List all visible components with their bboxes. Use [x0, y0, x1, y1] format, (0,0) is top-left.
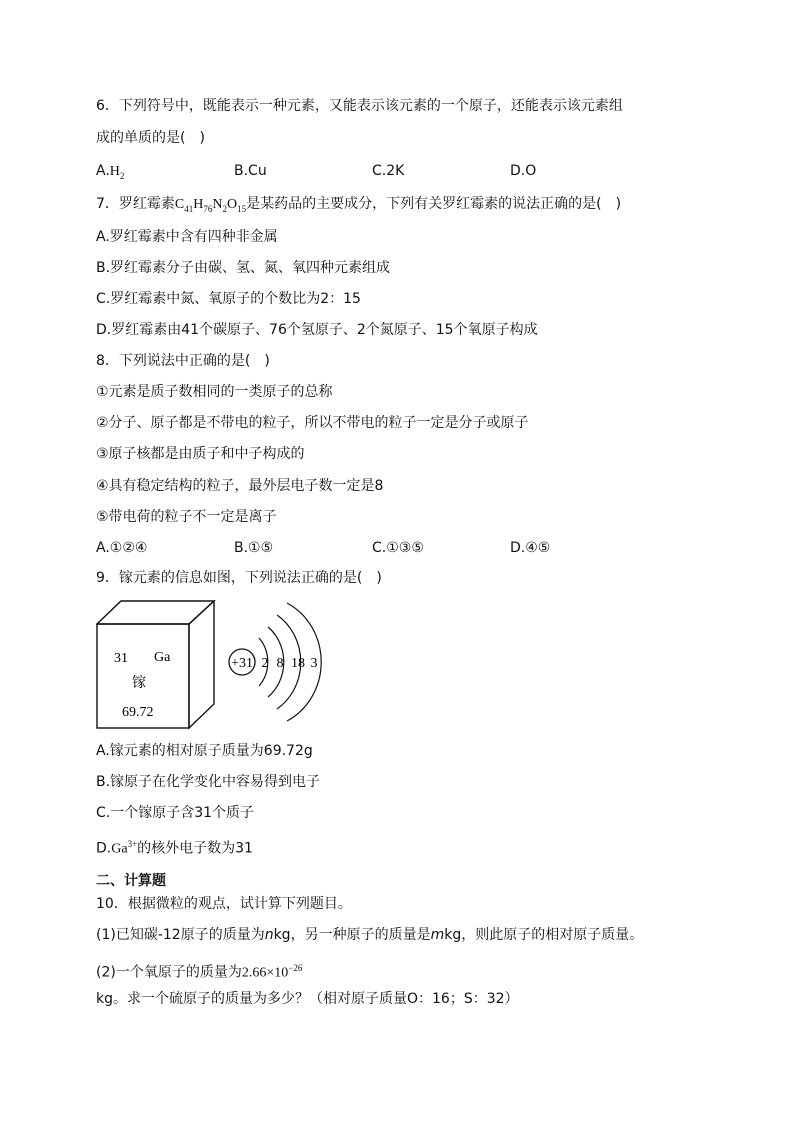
q8-option-b: B.①⑤: [234, 540, 274, 556]
q8-option-c: C.①③⑤: [372, 540, 424, 556]
gallium-element-figure: [96, 600, 336, 736]
q6-option-d: D.O: [510, 163, 537, 179]
q9-option-c: C.一个镓原子含31个质子: [96, 805, 255, 821]
atomic-mass: 69.72: [122, 705, 154, 720]
q6-option-b: B.Cu: [234, 163, 267, 179]
q8-stem: 8．下列说法中正确的是( ): [96, 353, 270, 369]
element-card-side: [189, 601, 214, 728]
q10-part-2-continued: kg。求一个硫原子的质量为多少？（相对原子质量O：16；S：32）: [96, 991, 519, 1007]
q7-option-b: B.罗红霉素分子由碳、氢、氮、氧四种元素组成: [96, 260, 391, 276]
element-name: 镓: [132, 675, 146, 691]
q8-option-d: D.④⑤: [510, 540, 551, 556]
nucleus-charge: +31: [231, 656, 253, 671]
q10-part-1: (1)已知碳-12原子的质量为nkg，另一种原子的质量是mkg，则此原子的相对原子质量。: [96, 927, 644, 943]
gallium-ion: Ga: [111, 841, 128, 857]
element-card-top: [97, 601, 214, 624]
q6-option-a: $A.H_2$: [96, 163, 125, 181]
element-symbol: Ga: [154, 650, 171, 665]
q8-statement-4: ④具有稳定结构的粒子，最外层电子数一定是8: [96, 478, 384, 494]
q8-statement-5: ⑤带电荷的粒子不一定是离子: [96, 509, 277, 525]
electron-count-shell-1: 2: [261, 656, 269, 671]
atomic-number: 31: [114, 651, 128, 666]
section-heading-calculation: 二、计算题: [96, 873, 166, 889]
q8-statement-3: ③原子核都是由质子和中子构成的: [96, 446, 305, 462]
q9-option-b: B.镓原子在化学变化中容易得到电子: [96, 774, 321, 790]
electron-count-shell-3: 18: [291, 656, 305, 671]
q7-option-a: A.罗红霉素中含有四种非金属: [96, 229, 278, 245]
oxygen-mass-value: 2.66×10: [241, 965, 289, 981]
q9-option-a: A.镓元素的相对原子质量为69.72g: [96, 743, 313, 759]
q6-a-symbol: H: [109, 164, 120, 179]
q8-statement-1: ①元素是质子数相同的一类原子的总称: [96, 384, 333, 400]
electron-count-shell-2: 8: [276, 656, 284, 671]
q6-stem-line2: 成的单质的是( ): [96, 130, 205, 146]
q8-statement-2: ②分子、原子都是不带电的粒子，所以不带电的粒子一定是分子或原子: [96, 415, 529, 431]
q7-option-d: D.罗红霉素由41个碳原子、76个氢原子、2个氮原子、15个氧原子构成: [96, 322, 538, 338]
q9-stem: 9．镓元素的信息如图，下列说法正确的是( ): [96, 570, 382, 586]
q7-formula: $C_{41}H_{76}N_2O_{15}$: [174, 197, 247, 214]
q7-stem: 7．罗红霉素$C_{41}H_{76}N_2O_{15}$是某药品的主要成分，下列有关罗红霉素的说法正确的是( ): [96, 196, 622, 214]
q6-option-c: C.2K: [372, 163, 405, 179]
q6-stem-line1: 6．下列符号中，既能表示一种元素，又能表示该元素的一个原子，还能表示该元素组: [96, 98, 623, 114]
gallium-ion-charge: 3+: [127, 839, 138, 849]
q8-option-a: A.①②④: [96, 540, 148, 556]
q10-stem: 10．根据微粒的观点，试计算下列题目。: [96, 896, 352, 912]
q7-option-c: C.罗红霉素中氮、氧原子的个数比为2：15: [96, 291, 361, 307]
q9-option-d: $D.Ga^{3+}$的核外电子数为31: [96, 839, 253, 857]
electron-count-shell-4: 3: [310, 656, 318, 671]
q10-part-2: (2)一个氧原子的质量为$2.66\times 10^{-26}$: [96, 963, 303, 981]
